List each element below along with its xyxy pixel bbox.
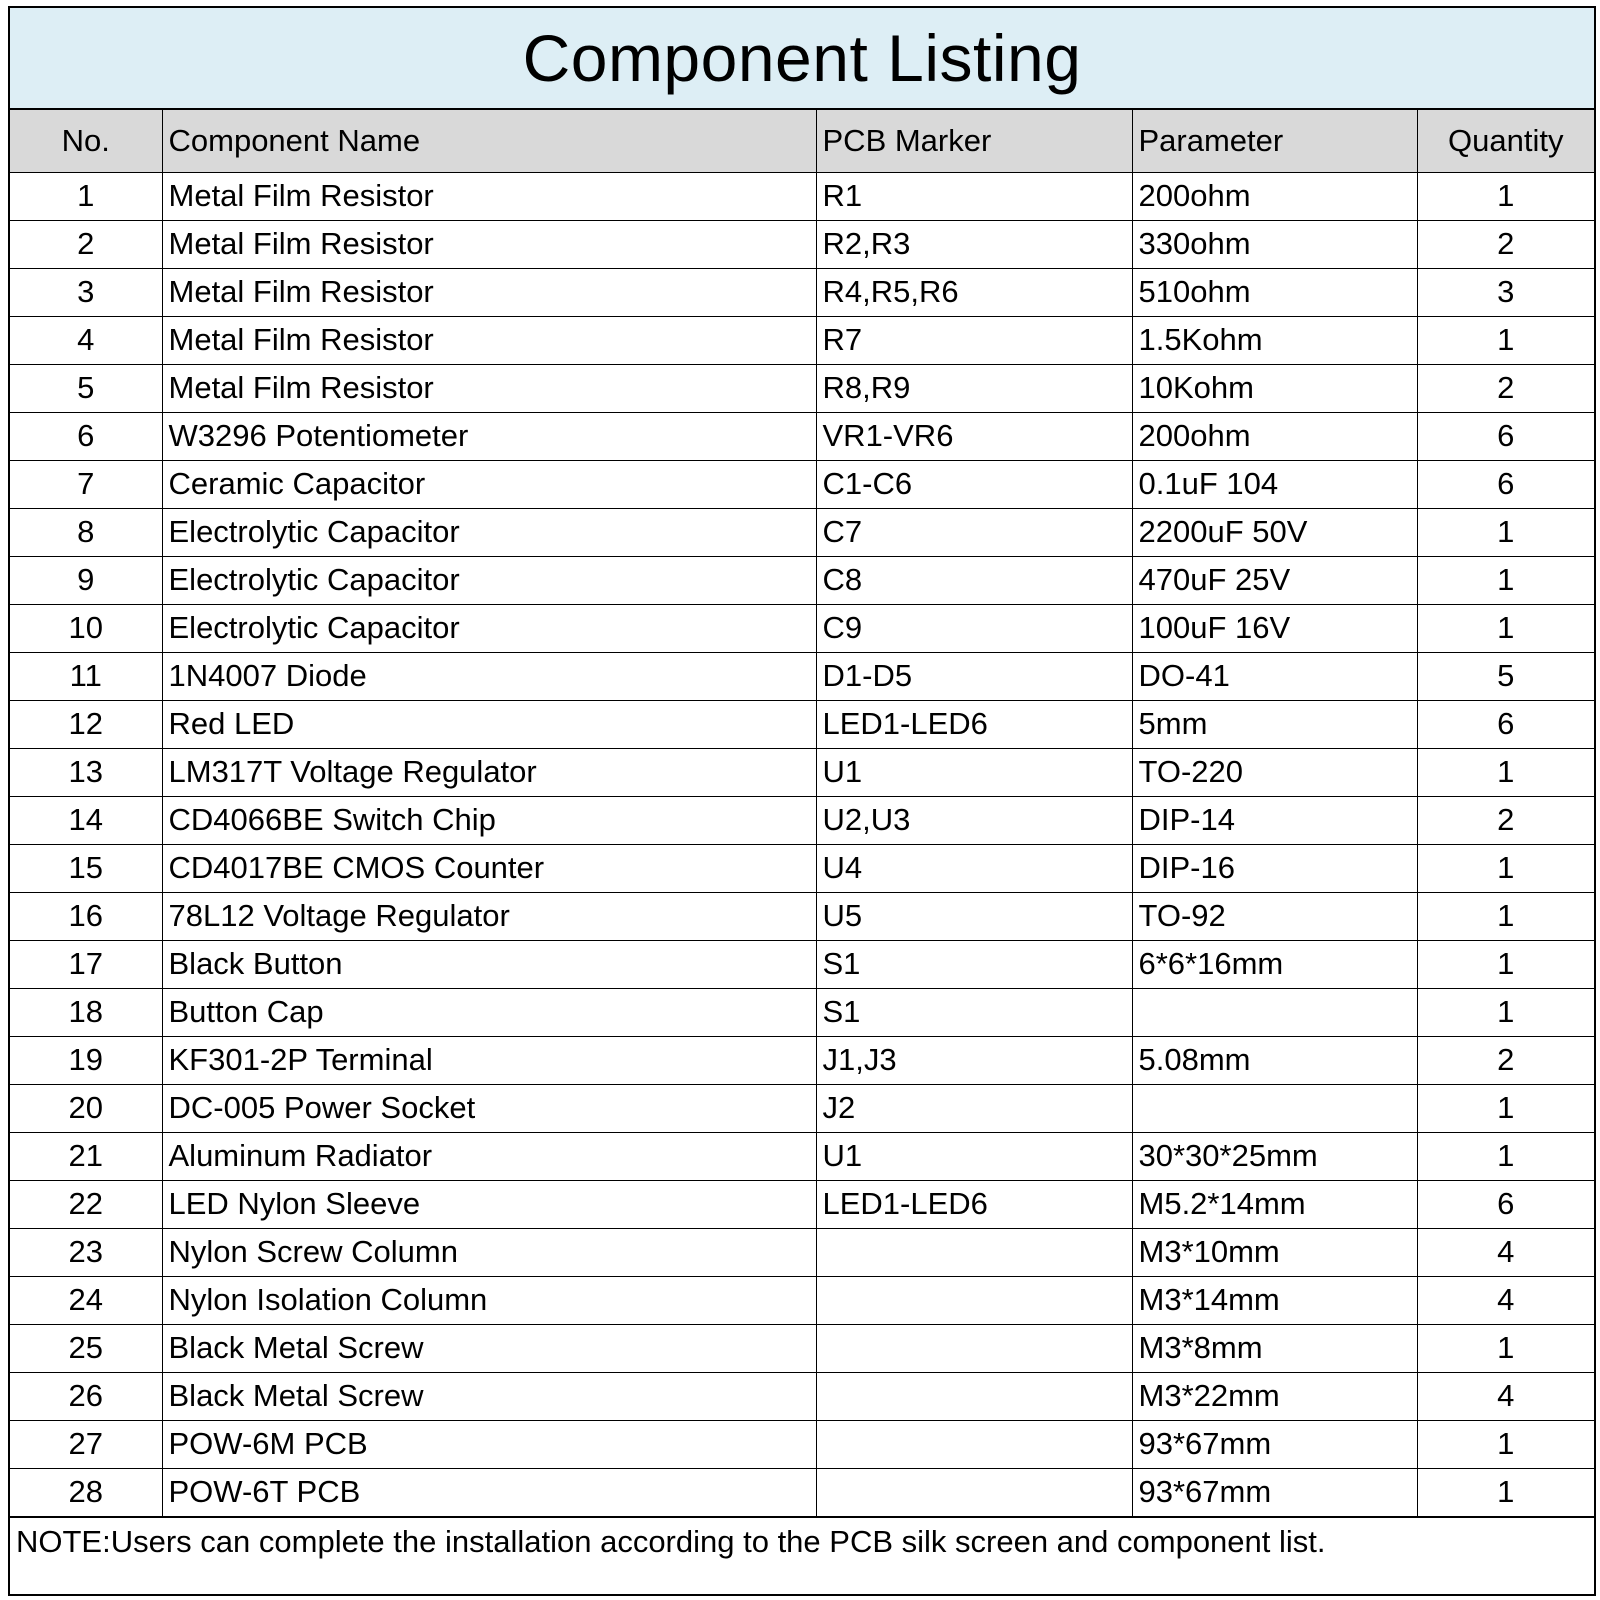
cell-parameter <box>1132 1084 1417 1132</box>
cell-parameter: 30*30*25mm <box>1132 1132 1417 1180</box>
cell-component-name: Black Button <box>162 940 816 988</box>
table-row <box>10 1180 1594 1228</box>
cell-pcb-marker: R1 <box>816 172 1132 220</box>
cell-component-name: Ceramic Capacitor <box>162 460 816 508</box>
cell-no: 5 <box>10 364 162 412</box>
cell-pcb-marker: S1 <box>816 940 1132 988</box>
cell-quantity: 1 <box>1417 556 1594 604</box>
cell-no: 24 <box>10 1276 162 1324</box>
table-row <box>10 1420 1594 1468</box>
cell-pcb-marker: LED1-LED6 <box>816 700 1132 748</box>
cell-parameter: M3*8mm <box>1132 1324 1417 1372</box>
table-row <box>10 1084 1594 1132</box>
table-row <box>10 652 1594 700</box>
cell-parameter: 2200uF 50V <box>1132 508 1417 556</box>
cell-pcb-marker: C7 <box>816 508 1132 556</box>
cell-component-name: 78L12 Voltage Regulator <box>162 892 816 940</box>
table-row <box>10 892 1594 940</box>
cell-parameter: 6*6*16mm <box>1132 940 1417 988</box>
page-title: Component Listing <box>10 8 1594 110</box>
table-row <box>10 1372 1594 1420</box>
cell-no: 21 <box>10 1132 162 1180</box>
header-component-name: Component Name <box>162 110 816 172</box>
table-row <box>10 940 1594 988</box>
table-row <box>10 556 1594 604</box>
cell-quantity: 1 <box>1417 1324 1594 1372</box>
cell-parameter <box>1132 988 1417 1036</box>
cell-component-name: KF301-2P Terminal <box>162 1036 816 1084</box>
cell-pcb-marker: U5 <box>816 892 1132 940</box>
cell-quantity: 4 <box>1417 1372 1594 1420</box>
cell-pcb-marker: J1,J3 <box>816 1036 1132 1084</box>
table-row <box>10 1036 1594 1084</box>
cell-parameter: 100uF 16V <box>1132 604 1417 652</box>
note-text: NOTE:Users can complete the installation according to the PCB silk screen and component list. <box>10 1517 1594 1567</box>
table-row <box>10 1132 1594 1180</box>
table-row <box>10 604 1594 652</box>
cell-parameter: 5mm <box>1132 700 1417 748</box>
cell-component-name: Electrolytic Capacitor <box>162 508 816 556</box>
cell-parameter: 200ohm <box>1132 172 1417 220</box>
cell-component-name: LED Nylon Sleeve <box>162 1180 816 1228</box>
table-row <box>10 220 1594 268</box>
component-listing-sheet <box>8 6 1596 1596</box>
cell-parameter: 510ohm <box>1132 268 1417 316</box>
cell-quantity: 1 <box>1417 316 1594 364</box>
cell-no: 11 <box>10 652 162 700</box>
cell-no: 27 <box>10 1420 162 1468</box>
cell-component-name: CD4066BE Switch Chip <box>162 796 816 844</box>
cell-no: 25 <box>10 1324 162 1372</box>
cell-pcb-marker: R4,R5,R6 <box>816 268 1132 316</box>
cell-pcb-marker: C9 <box>816 604 1132 652</box>
table-row <box>10 1228 1594 1276</box>
header-pcb-marker: PCB Marker <box>816 110 1132 172</box>
cell-quantity: 1 <box>1417 748 1594 796</box>
cell-pcb-marker: C8 <box>816 556 1132 604</box>
cell-quantity: 2 <box>1417 1036 1594 1084</box>
cell-no: 17 <box>10 940 162 988</box>
cell-no: 9 <box>10 556 162 604</box>
cell-quantity: 2 <box>1417 364 1594 412</box>
cell-no: 6 <box>10 412 162 460</box>
cell-pcb-marker <box>816 1420 1132 1468</box>
cell-quantity: 2 <box>1417 796 1594 844</box>
cell-parameter: M3*22mm <box>1132 1372 1417 1420</box>
cell-quantity: 2 <box>1417 220 1594 268</box>
cell-parameter: 10Kohm <box>1132 364 1417 412</box>
cell-parameter: TO-220 <box>1132 748 1417 796</box>
cell-parameter: 5.08mm <box>1132 1036 1417 1084</box>
cell-quantity: 1 <box>1417 1084 1594 1132</box>
cell-quantity: 1 <box>1417 508 1594 556</box>
cell-no: 14 <box>10 796 162 844</box>
cell-pcb-marker: R2,R3 <box>816 220 1132 268</box>
cell-component-name: Metal Film Resistor <box>162 220 816 268</box>
cell-parameter: 0.1uF 104 <box>1132 460 1417 508</box>
header-quantity: Quantity <box>1417 110 1594 172</box>
cell-no: 20 <box>10 1084 162 1132</box>
cell-pcb-marker: U2,U3 <box>816 796 1132 844</box>
cell-pcb-marker: LED1-LED6 <box>816 1180 1132 1228</box>
cell-quantity: 1 <box>1417 1468 1594 1516</box>
cell-no: 3 <box>10 268 162 316</box>
cell-parameter: 470uF 25V <box>1132 556 1417 604</box>
table-row <box>10 844 1594 892</box>
cell-quantity: 1 <box>1417 940 1594 988</box>
cell-parameter: 93*67mm <box>1132 1468 1417 1516</box>
cell-component-name: 1N4007 Diode <box>162 652 816 700</box>
cell-parameter: M3*14mm <box>1132 1276 1417 1324</box>
cell-quantity: 1 <box>1417 1132 1594 1180</box>
cell-no: 28 <box>10 1468 162 1516</box>
cell-parameter: 200ohm <box>1132 412 1417 460</box>
cell-pcb-marker: R7 <box>816 316 1132 364</box>
cell-pcb-marker <box>816 1468 1132 1516</box>
cell-quantity: 4 <box>1417 1276 1594 1324</box>
table-row <box>10 508 1594 556</box>
header-parameter: Parameter <box>1132 110 1417 172</box>
cell-parameter: DIP-14 <box>1132 796 1417 844</box>
cell-quantity: 1 <box>1417 604 1594 652</box>
cell-no: 4 <box>10 316 162 364</box>
cell-quantity: 5 <box>1417 652 1594 700</box>
cell-no: 10 <box>10 604 162 652</box>
table-body <box>10 172 1594 1516</box>
cell-pcb-marker: VR1-VR6 <box>816 412 1132 460</box>
cell-quantity: 1 <box>1417 892 1594 940</box>
table-row <box>10 988 1594 1036</box>
cell-component-name: Metal Film Resistor <box>162 316 816 364</box>
cell-quantity: 6 <box>1417 412 1594 460</box>
table-row <box>10 700 1594 748</box>
cell-parameter: 1.5Kohm <box>1132 316 1417 364</box>
cell-parameter: M5.2*14mm <box>1132 1180 1417 1228</box>
table-header-row <box>10 110 1594 172</box>
cell-pcb-marker <box>816 1228 1132 1276</box>
cell-quantity: 1 <box>1417 172 1594 220</box>
cell-pcb-marker: R8,R9 <box>816 364 1132 412</box>
cell-component-name: POW-6M PCB <box>162 1420 816 1468</box>
table-row <box>10 748 1594 796</box>
cell-no: 1 <box>10 172 162 220</box>
table-row <box>10 172 1594 220</box>
table-row <box>10 1324 1594 1372</box>
cell-parameter: DIP-16 <box>1132 844 1417 892</box>
cell-component-name: Aluminum Radiator <box>162 1132 816 1180</box>
table-row <box>10 316 1594 364</box>
cell-quantity: 1 <box>1417 1420 1594 1468</box>
cell-quantity: 4 <box>1417 1228 1594 1276</box>
cell-quantity: 1 <box>1417 844 1594 892</box>
header-no: No. <box>10 110 162 172</box>
cell-no: 7 <box>10 460 162 508</box>
cell-component-name: Black Metal Screw <box>162 1372 816 1420</box>
cell-component-name: Button Cap <box>162 988 816 1036</box>
cell-component-name: Metal Film Resistor <box>162 172 816 220</box>
cell-component-name: CD4017BE CMOS Counter <box>162 844 816 892</box>
cell-component-name: Metal Film Resistor <box>162 268 816 316</box>
cell-component-name: Black Metal Screw <box>162 1324 816 1372</box>
table-row <box>10 1276 1594 1324</box>
cell-quantity: 3 <box>1417 268 1594 316</box>
table-row <box>10 796 1594 844</box>
cell-quantity: 6 <box>1417 700 1594 748</box>
table-row <box>10 460 1594 508</box>
cell-no: 23 <box>10 1228 162 1276</box>
table-row <box>10 1468 1594 1516</box>
cell-pcb-marker: U1 <box>816 1132 1132 1180</box>
cell-component-name: DC-005 Power Socket <box>162 1084 816 1132</box>
cell-component-name: W3296 Potentiometer <box>162 412 816 460</box>
cell-component-name: Nylon Isolation Column <box>162 1276 816 1324</box>
cell-pcb-marker <box>816 1324 1132 1372</box>
cell-parameter: M3*10mm <box>1132 1228 1417 1276</box>
cell-no: 8 <box>10 508 162 556</box>
table-row <box>10 412 1594 460</box>
cell-no: 16 <box>10 892 162 940</box>
cell-parameter: 330ohm <box>1132 220 1417 268</box>
cell-pcb-marker: D1-D5 <box>816 652 1132 700</box>
cell-component-name: Red LED <box>162 700 816 748</box>
cell-component-name: Metal Film Resistor <box>162 364 816 412</box>
cell-quantity: 1 <box>1417 988 1594 1036</box>
cell-component-name: Electrolytic Capacitor <box>162 556 816 604</box>
cell-no: 12 <box>10 700 162 748</box>
table-row <box>10 364 1594 412</box>
table-row <box>10 268 1594 316</box>
cell-pcb-marker <box>816 1372 1132 1420</box>
cell-pcb-marker: S1 <box>816 988 1132 1036</box>
cell-pcb-marker: C1-C6 <box>816 460 1132 508</box>
component-table <box>10 110 1594 1517</box>
cell-no: 2 <box>10 220 162 268</box>
cell-no: 18 <box>10 988 162 1036</box>
cell-component-name: LM317T Voltage Regulator <box>162 748 816 796</box>
cell-pcb-marker: U4 <box>816 844 1132 892</box>
cell-component-name: Electrolytic Capacitor <box>162 604 816 652</box>
cell-parameter: 93*67mm <box>1132 1420 1417 1468</box>
cell-quantity: 6 <box>1417 1180 1594 1228</box>
cell-parameter: DO-41 <box>1132 652 1417 700</box>
cell-no: 15 <box>10 844 162 892</box>
cell-no: 22 <box>10 1180 162 1228</box>
cell-component-name: Nylon Screw Column <box>162 1228 816 1276</box>
cell-quantity: 6 <box>1417 460 1594 508</box>
cell-no: 26 <box>10 1372 162 1420</box>
cell-no: 13 <box>10 748 162 796</box>
cell-pcb-marker <box>816 1276 1132 1324</box>
cell-parameter: TO-92 <box>1132 892 1417 940</box>
cell-pcb-marker: U1 <box>816 748 1132 796</box>
cell-no: 19 <box>10 1036 162 1084</box>
cell-pcb-marker: J2 <box>816 1084 1132 1132</box>
cell-component-name: POW-6T PCB <box>162 1468 816 1516</box>
